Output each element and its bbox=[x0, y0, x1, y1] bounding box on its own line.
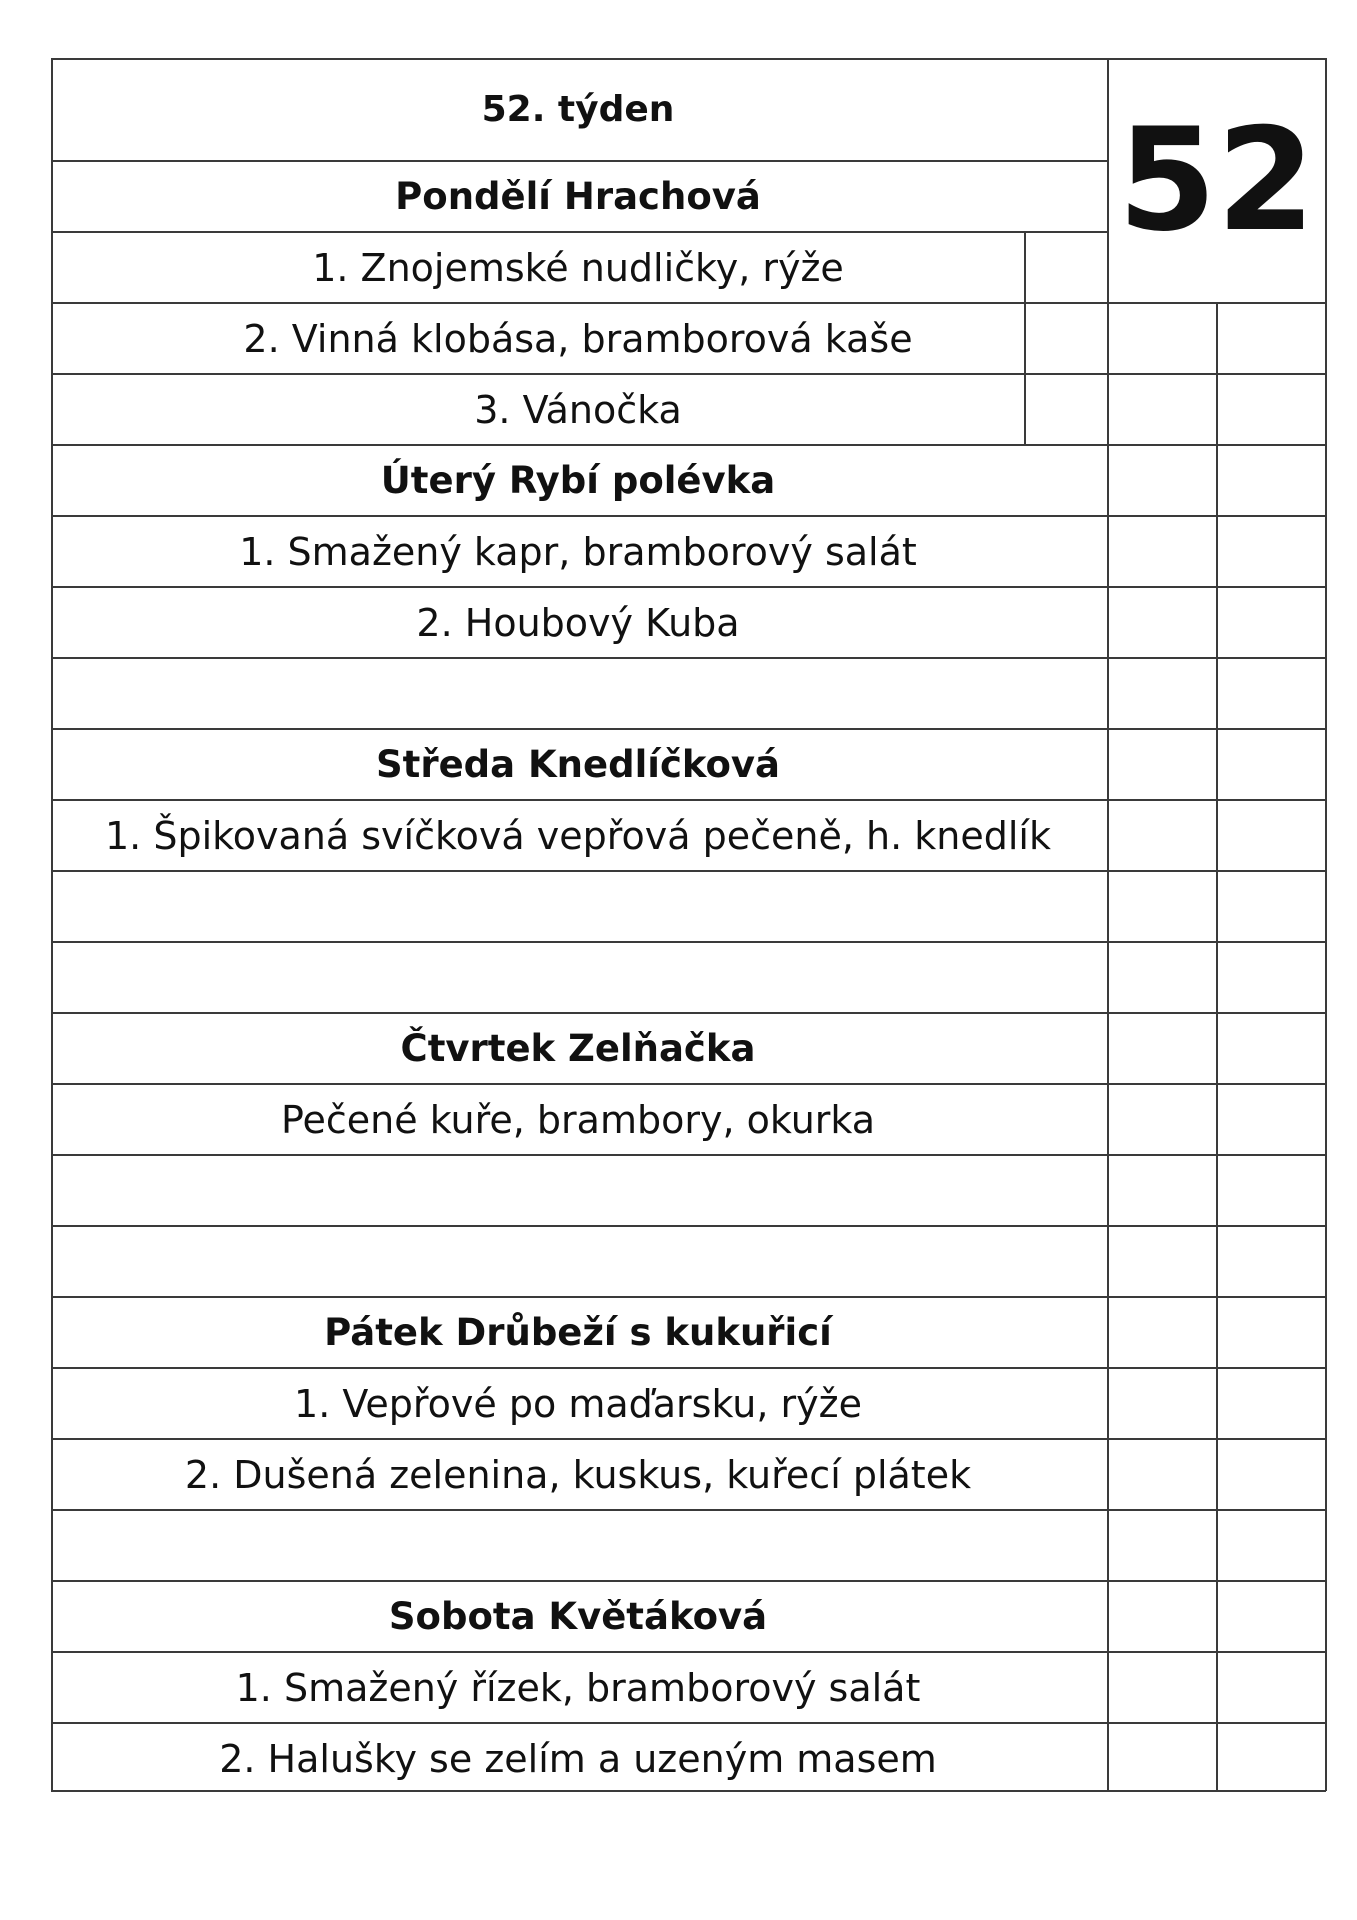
table-right-border bbox=[1325, 58, 1327, 1791]
dish-item: 1. Smažený řízek, bramborový salát bbox=[235, 1665, 921, 1710]
day-heading: Sobota Květáková bbox=[388, 1595, 768, 1638]
empty-row bbox=[51, 942, 1105, 1013]
dish-item: 2. Halušky se zelím a uzeným masem bbox=[219, 1736, 937, 1781]
empty-row bbox=[51, 871, 1105, 942]
day-heading: Pondělí Hrachová bbox=[395, 175, 761, 218]
week-title: 52. týden bbox=[481, 88, 675, 130]
check-column-divider bbox=[1216, 302, 1218, 1791]
week-number: 52 bbox=[1117, 98, 1316, 263]
day-heading: Pátek Drůbeží s kukuřicí bbox=[324, 1311, 832, 1354]
dish-item: 2. Dušená zelenina, kuskus, kuřecí plátek bbox=[184, 1452, 972, 1497]
dish-item: 1. Znojemské nudličky, rýže bbox=[312, 245, 844, 290]
day-heading: Úterý Rybí polévka bbox=[380, 459, 776, 502]
day-heading: Čtvrtek Zelňačka bbox=[400, 1027, 756, 1070]
dish-item: 3. Vánočka bbox=[474, 387, 682, 432]
empty-row bbox=[51, 1510, 1105, 1581]
dish-item: 1. Smažený kapr, bramborový salát bbox=[239, 529, 917, 574]
dish-item: 1. Špikovaná svíčková vepřová pečeně, h. knedlík bbox=[105, 813, 1051, 858]
empty-row bbox=[51, 1155, 1105, 1226]
empty-row bbox=[51, 658, 1105, 729]
empty-row bbox=[51, 1226, 1105, 1297]
day-heading: Středa Knedlíčková bbox=[375, 743, 781, 786]
main-column-divider bbox=[1107, 58, 1109, 1791]
dish-item: 2. Vinná klobása, bramborová kaše bbox=[243, 316, 913, 361]
dish-item: 2. Houbový Kuba bbox=[416, 600, 740, 645]
dish-item: Pečené kuře, brambory, okurka bbox=[280, 1097, 876, 1142]
dish-item: 1. Vepřové po maďarsku, rýže bbox=[294, 1381, 862, 1426]
